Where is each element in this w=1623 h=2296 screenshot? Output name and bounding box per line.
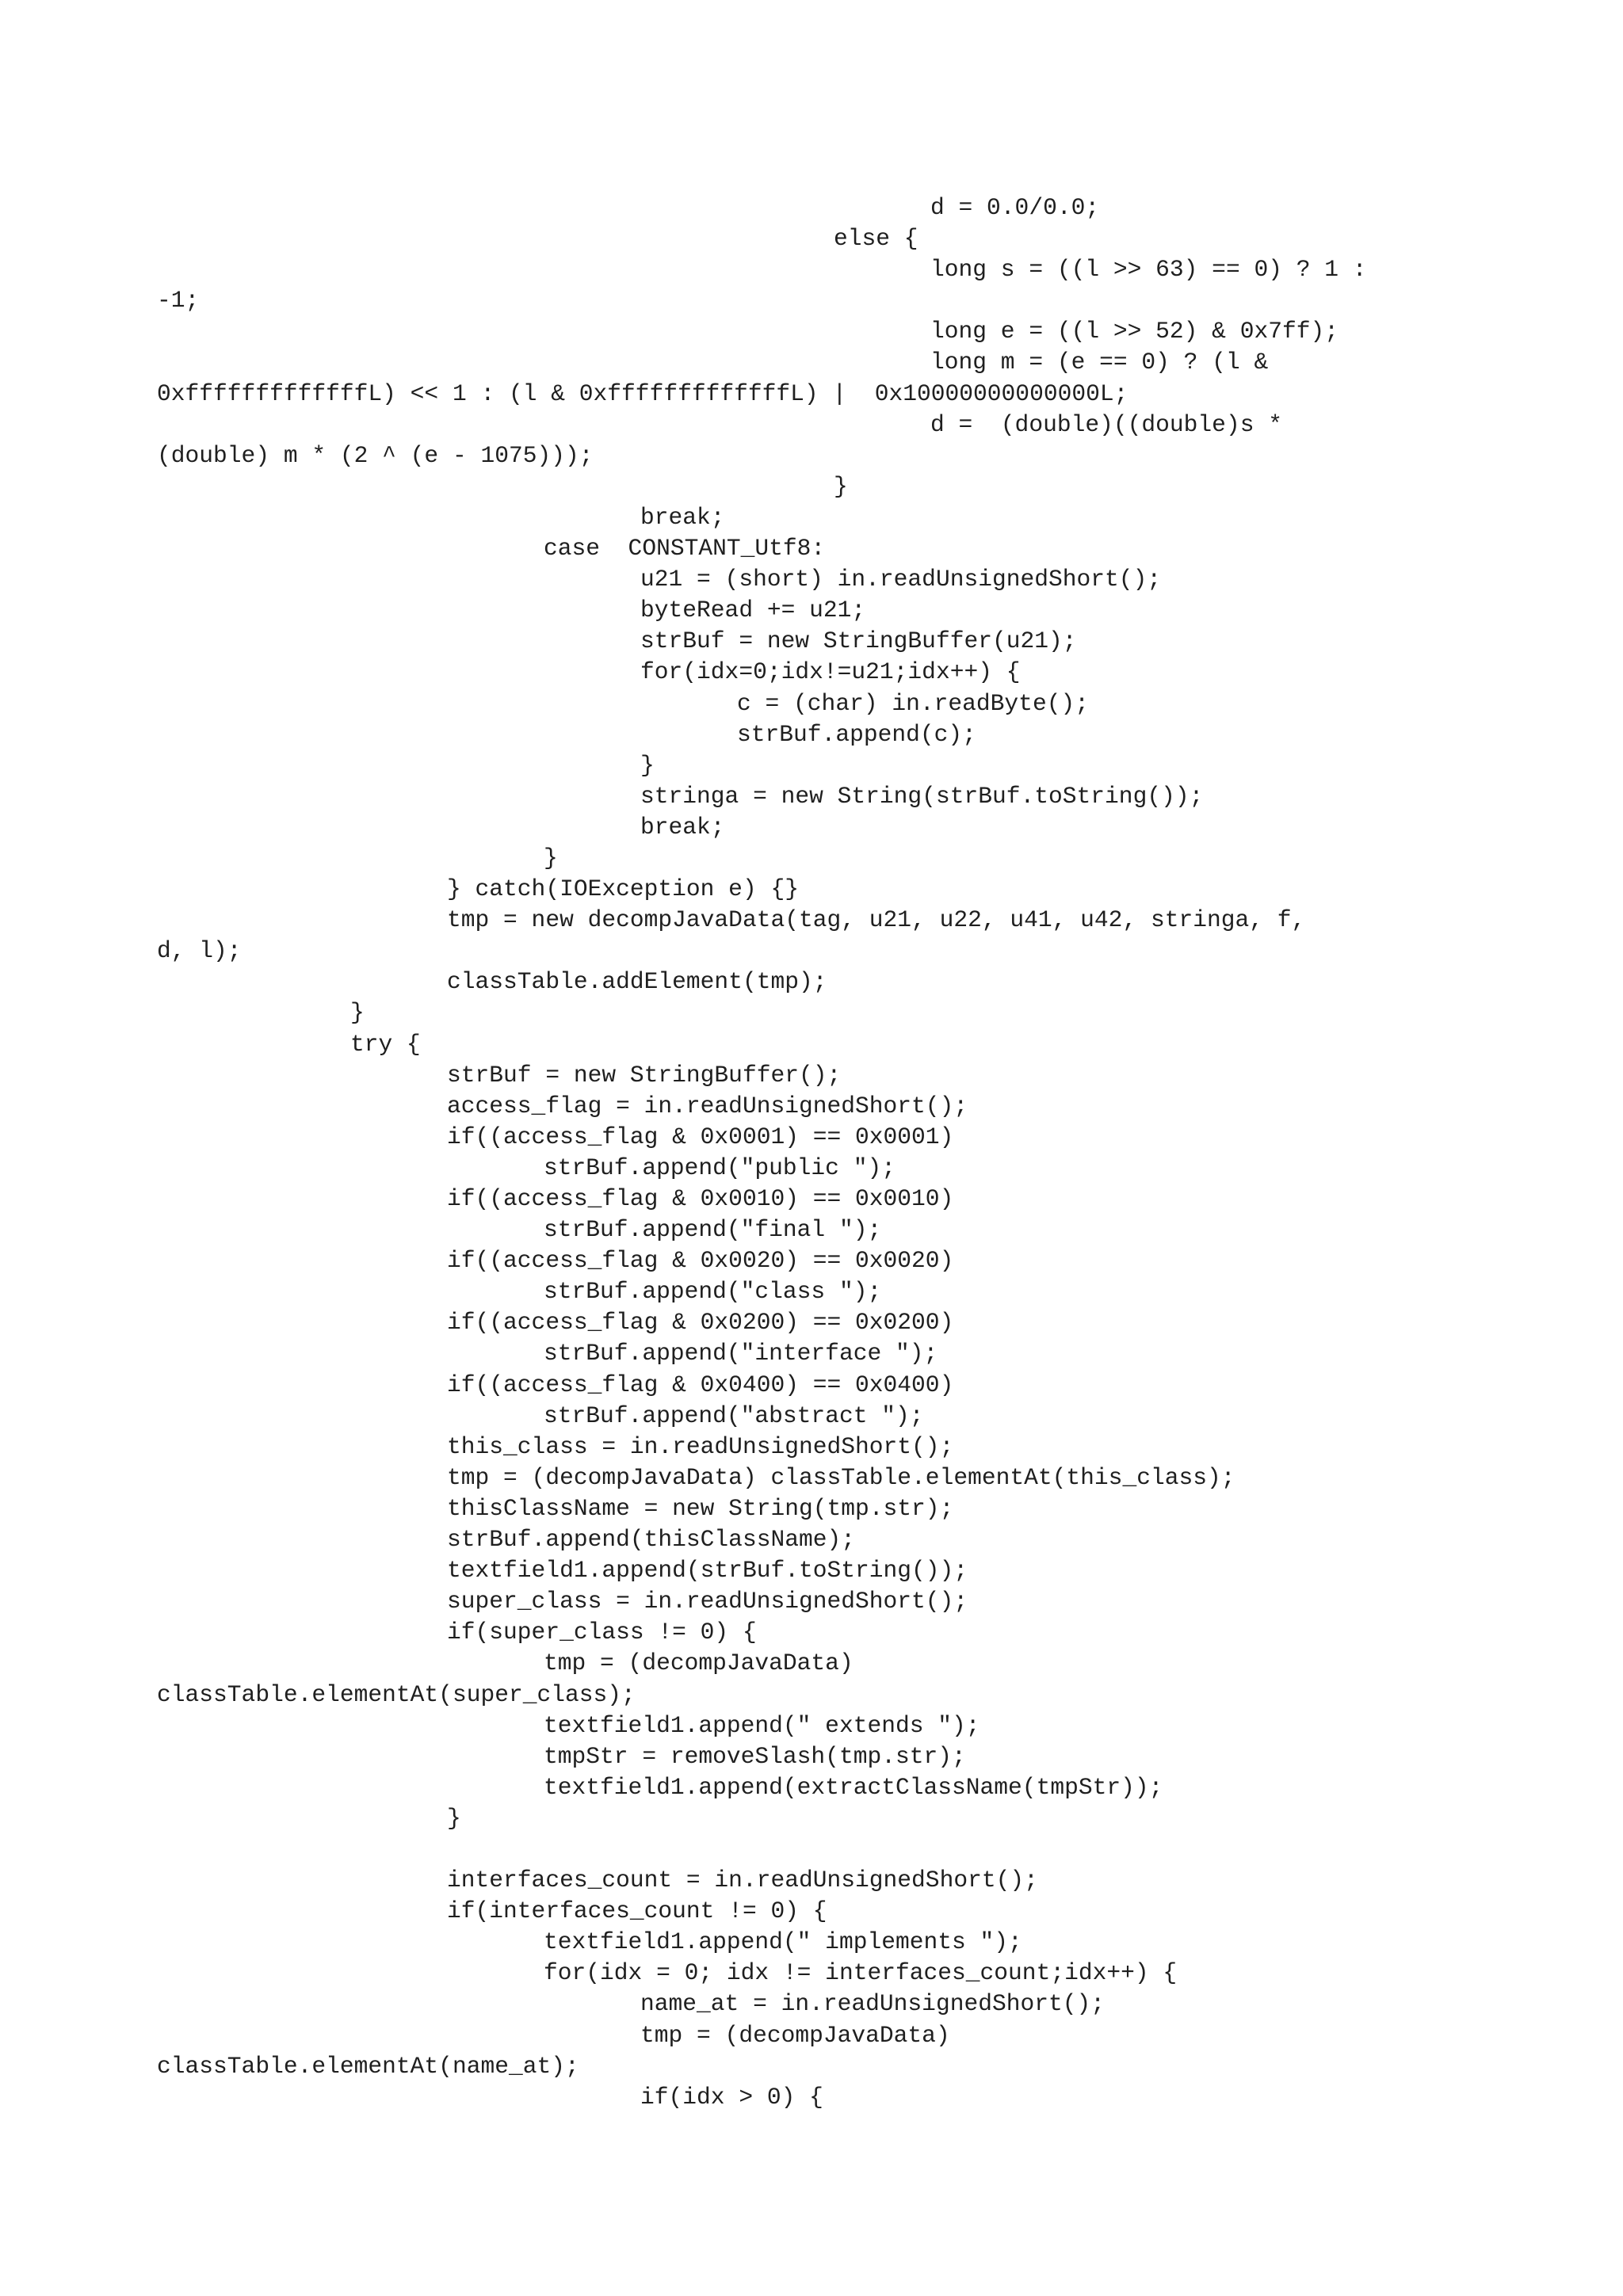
code-line	[157, 1834, 1568, 1865]
code-line: textfield1.append(" implements ");	[544, 1928, 1022, 1956]
code-line: }	[350, 999, 365, 1027]
code-line: strBuf.append(thisClassName);	[447, 1526, 856, 1554]
code-line: u21 = (short) in.readUnsignedShort();	[640, 566, 1162, 593]
code-line: for(idx=0;idx!=u21;idx++) {	[640, 658, 1021, 686]
code-line: } catch(IOException e) {}	[447, 875, 799, 903]
code-line: d, l);	[157, 937, 242, 965]
code-line: if((access_flag & 0x0001) == 0x0001)	[447, 1123, 954, 1150]
code-line: strBuf.append("public ");	[544, 1154, 896, 1181]
code-line: }	[447, 1804, 461, 1832]
code-line: case CONSTANT_Utf8:	[544, 535, 826, 563]
code-line: long e = ((l >> 52) & 0x7ff);	[930, 318, 1339, 345]
code-line: }	[834, 472, 848, 500]
code-line: long s = ((l >> 63) == 0) ? 1 :	[930, 256, 1367, 284]
code-line: if((access_flag & 0x0200) == 0x0200)	[447, 1309, 954, 1337]
code-line: classTable.addElement(tmp);	[447, 968, 827, 996]
code-line: strBuf = new StringBuffer(u21);	[640, 627, 1077, 655]
code-listing	[157, 193, 1568, 2113]
code-line: if(idx > 0) {	[640, 2083, 823, 2111]
code-line: strBuf = new StringBuffer();	[447, 1061, 842, 1089]
code-line: textfield1.append(extractClassName(tmpStr));	[544, 1773, 1163, 1801]
code-line: tmp = (decompJavaData)	[640, 2021, 950, 2049]
code-line: (double) m * (2 ^ (e - 1075)));	[157, 441, 594, 469]
code-line: textfield1.append(" extends ");	[544, 1711, 980, 1739]
code-line: break;	[640, 813, 725, 841]
code-line: byteRead += u21;	[640, 597, 866, 624]
code-line: strBuf.append("interface ");	[544, 1340, 938, 1367]
code-line: tmp = (decompJavaData)	[544, 1650, 854, 1677]
code-line: if((access_flag & 0x0010) == 0x0010)	[447, 1185, 954, 1212]
code-line: if((access_flag & 0x0400) == 0x0400)	[447, 1371, 954, 1398]
code-line: strBuf.append("abstract ");	[544, 1402, 924, 1429]
code-line: if(interfaces_count != 0) {	[447, 1897, 827, 1925]
code-line: long m = (e == 0) ? (l &	[930, 349, 1269, 376]
code-line: if((access_flag & 0x0020) == 0x0020)	[447, 1247, 954, 1275]
code-line: tmpStr = removeSlash(tmp.str);	[544, 1742, 966, 1770]
code-line: strBuf.append("final ");	[544, 1216, 882, 1244]
code-line: strBuf.append(c);	[737, 720, 976, 748]
code-line: tmp = new decompJavaData(tag, u21, u22, u41, u42, stringa, f,	[447, 906, 1306, 934]
code-line: }	[544, 844, 558, 871]
code-line: d = (double)((double)s *	[930, 410, 1282, 438]
code-line: classTable.elementAt(super_class);	[157, 1680, 636, 1708]
code-line: }	[640, 751, 655, 779]
code-line: tmp = (decompJavaData) classTable.elementAt(this_class);	[447, 1463, 1235, 1491]
code-line: strBuf.append("class ");	[544, 1278, 882, 1306]
code-line: else {	[834, 225, 918, 253]
code-line: super_class = in.readUnsignedShort();	[447, 1588, 968, 1615]
code-line: this_class = in.readUnsignedShort();	[447, 1432, 954, 1460]
code-line: name_at = in.readUnsignedShort();	[640, 1990, 1106, 2018]
code-line: classTable.elementAt(name_at);	[157, 2052, 579, 2080]
code-line: d = 0.0/0.0;	[930, 194, 1100, 221]
code-line: c = (char) in.readByte();	[737, 689, 1089, 717]
code-line: textfield1.append(strBuf.toString());	[447, 1557, 968, 1585]
code-line: break;	[640, 503, 725, 531]
code-line: interfaces_count = in.readUnsignedShort();	[447, 1867, 1038, 1894]
code-line: for(idx = 0; idx != interfaces_count;idx++) {	[544, 1959, 1178, 1987]
code-line: -1;	[157, 287, 200, 315]
code-line: 0xfffffffffffffL) << 1 : (l & 0xfffffffffffffL) | 0x10000000000000L;	[157, 379, 1128, 407]
code-line: stringa = new String(strBuf.toString());	[640, 782, 1204, 810]
code-line: thisClassName = new String(tmp.str);	[447, 1494, 954, 1522]
code-line: access_flag = in.readUnsignedShort();	[447, 1092, 968, 1119]
code-line: if(super_class != 0) {	[447, 1619, 757, 1646]
code-line: try {	[350, 1030, 421, 1058]
